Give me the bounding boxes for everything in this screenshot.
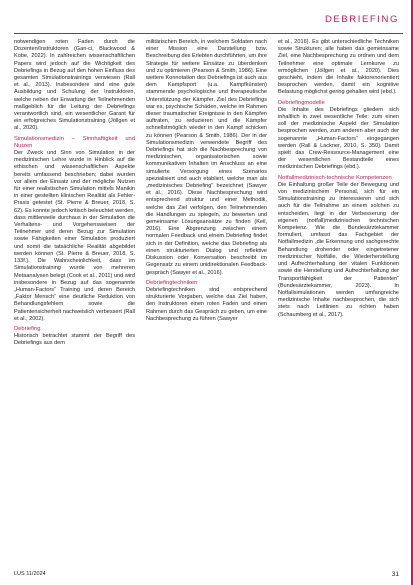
text-column-2 [146, 39, 267, 563]
paragraph: Die Einhaltung großer Teile der Bewegung und von medizinischem Personal, sich für ein Simulationstraining zu interessieren und sich auch für die Teilnahme an einem solchen zu entscheiden, liegt in der Verbesserung der eigenen (notfall)medizinischen technischen Kompetenz. Wie die Bundesärztekammer formuliert, umfasst das Fachgebiet der Notfallmedizin „die Erkennung und sachgerechte Behandlung drohender oder eingetretener medizinischer Notfälle, die Wiederherstellung und Aufrechterhaltung der vitalen Funktionen sowie die Herstellung und Aufrechterhaltung der Transportfähigkeit der Patienten“ (Bundesärztekammer, 2023). In Notfallsimulationen werden umfangreiche medizinische Inhalte nachbesprochen, die sich stets nach Leitlinien zu richten haben (Schaumberg et al., 2017). [278, 181, 399, 318]
text-column-1 [14, 39, 135, 563]
section-heading: Debriefing [14, 325, 41, 332]
section-title: DEBRIEFING [324, 14, 399, 25]
paragraph: militärischen Bereich, in welchem Soldaten nach einer Mission eine Darstellung bzw. Beschreibung des Erlebten durchführten, um ihre Strategie für weitere Einsätze zu überdenken und zu optimieren (Pearson & Smith, 1986). Eine weitere Konnotation des Debriefings ist auch aus dem Kampfsport (u.a. Kampfkünsten) stammende psychologische und therapeutische Unterstützung der Kämpfer. Ziel des Debriefings war es, psychische Schäden, welche im Rahmen dieser traumatischer Ereignisse in den Kämpfen auftraten, zu reduzieren und die Kämpfer schnellstmöglich wieder in den Kampf schicken zu können (Pearson & Smith, 1986). Der in der Simulationsmedizin verwendete Begriff des Debriefings hat sich die Nachbesprechung von medizinischen, organisatorischen sowie kommunikativen Inhalten im Anschluss an eine simulierte Versorgung eines Szenarios spezialisiert und auch etabliert, welche man als „medizinisches Debriefing“ bezeichnet (Sawyer et al., 2016). Diese Nachbesprechung wird entsprechend struktur und einer Methodik, welche das Ziel verfolgen, den Teilnehmenden die Handlungen zu spiegeln, zu bewerten und gemeinsame Lösungsansätze zu finden (Keil, 2016). Eine Abgrenzung zwischen einem normalen Feedback und einem Debriefing findet sich in der Definition, welche das Debriefing als einen strukturierten Dialog und reflektive Diskussion oder Konversation beschreibt im Gegensatz zu einem unidirektionalen Feedback-gespräch (Sawyer et al., 2016). [146, 39, 267, 276]
page-header [0, 0, 413, 34]
paragraph: notwendigen roten Faden durch die Dozenten/Instruktoren (Gan-ci, Blackwood & Kobe, 2022). In zahlreichen wissenschaftlichen Papers wird jedoch auf die Wichtigkeit des Debriefings in Bezug auf den hohen Einfluss des gesamten Simulationstrainings verwiesen (Rall et al., 2013). Insbesondere sind eine gute Ausbildung und Schulung der Instruktoren, welche neben der Erwartung der Teilnehmenden maßgeblich für die Leitung der Debriefings verantwortlich sind, ein wesentlicher Garant für ein erfolgreiches Simulationstraining (Jöllgen et al., 2020). [14, 39, 135, 132]
article-body [14, 39, 400, 563]
section-heading: Debriefingmodelle [278, 99, 325, 106]
section-heading: Simulationsmedizin – Sinnhaftigkeit und Nutzen [14, 135, 135, 149]
paragraph: Der Zweck und Sinn von Simulation in der medizinischen Lehre wurde in Hinblick auf die ethischen und wissenschaftlichen Aspekte bereits umfassend beschrieben; dabei wurden vor allem der Einsatz und der mögliche Nutzen für einer realistischen Simulation mittels Manikin in einer gestellten klinischen Realität als Fehler-Praxis getestet (St. Pierre & Breuer, 2018, S. 62). Es konnte jedoch kritisch beleuchtet werden, dass mittlerweile durchaus in der Simulation die Verhaltens- und Vorgehensweisen der Teilnehmer und deren Bezug zur Simulation sowie Fähigkeiten einer Simulation produziert und somit die tatsächliche Realität abgebildet werden können (St. Pierre & Breuer, 2018, S. 133f.). Die Wahrscheinlichkeit, dass im Simulationstraining wurde von mehreren Metaanalysen belegt (Cook et al., 2011) und wird insbesondere in Bezug auf das sogenannte „Human-Factors“ Training und deren Bereich „Faktor Mensch“ eine deutliche Reduktion von Behandlungsfehlern sowie die Patientensicherheit nachweislich verbessert (Rall et al., 2002). [14, 150, 135, 322]
header-divider [14, 33, 403, 34]
section-heading: Notfallmedizinisch-technische Kompetenzen [278, 174, 392, 181]
text-column-3 [278, 39, 399, 563]
page-number: 31 [391, 571, 399, 578]
paragraph: Historisch betrachtet stammt der Begriff des Debriefings aus dem [14, 333, 135, 347]
paragraph: Die Inhalte des Debriefings gliedern sich inhaltlich in zwei wesentliche Teile: zum einen soll der medizinische Aspekt der Simulation besprochen werden, zum anderen aber auch der sogenannte „Human-Factors“ eingegangen werden (Rall & Lackner, 2010, S. 350). Damit spielt das Crew-Ressource-Management eine der wesentlichen Bestandteile eines medizinischen Debriefings (ebd.). [278, 106, 399, 171]
paragraph: Debriefingtechniken sind entsprechend strukturierte Vorgaben, welche das Ziel haben, den Instruktoren einen roten Faden und einen Rahmen durch das Gespräch zu geben, um eine Nachbesprechung zu führen (Sawyer [146, 286, 267, 322]
issue-label: LUS 11/2024 [14, 571, 46, 577]
paragraph: et al., 2016). Es gibt unterschiedliche Techniken sowie Strukturen; alle haben das gemeinsame Ziel, eine Nachbesprechung zu ordnen und dem Teilnehmer eine optimale Lernkurve zu ermöglichen (Jöllgen et al., 2020). Dies geschieht, indem die Inhalte faktorenorientiert besprochen werden, damit ein kognitive Belastung möglichst gering gehalten wird (ebd.). [278, 39, 399, 96]
section-heading: Debriefingtechniken [146, 279, 198, 286]
